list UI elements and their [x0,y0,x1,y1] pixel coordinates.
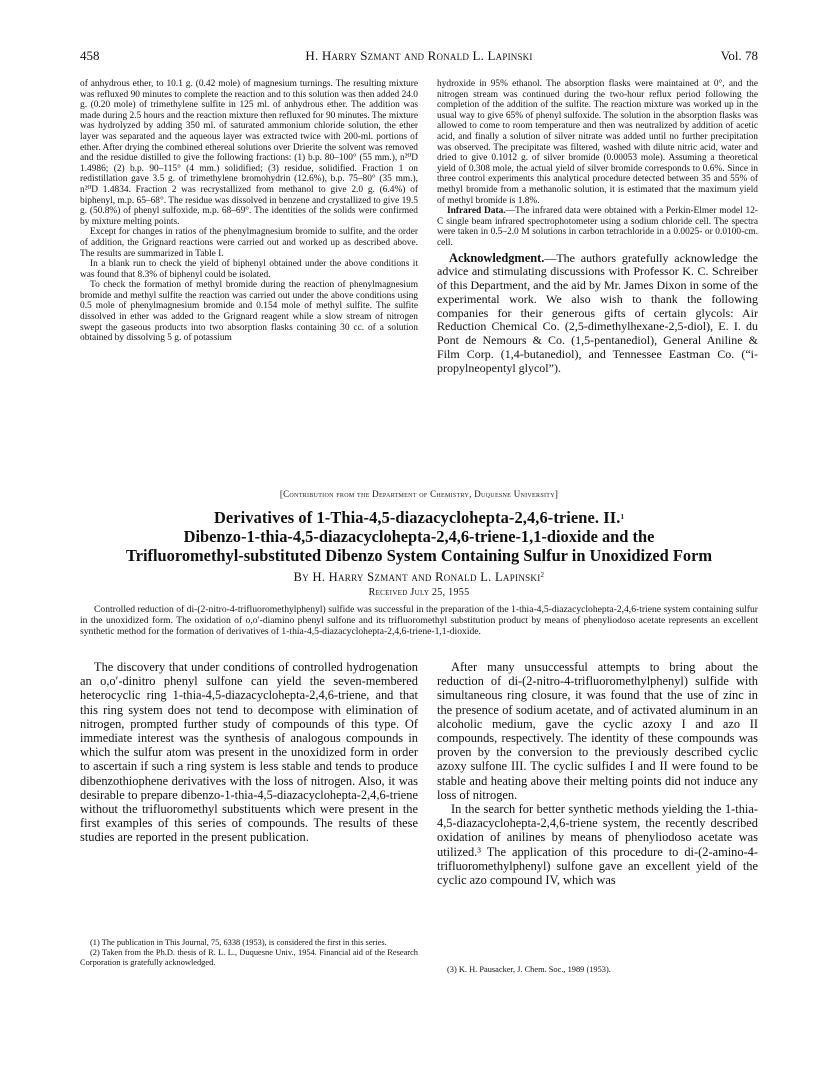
acknowledgment-heading: Acknowledgment. [449,250,545,265]
experimental-left-column [80,79,418,344]
byline [80,570,758,585]
paragraph: Except for changes in ratios of the phenylmagnesium bromide to sulfite, and the order of addition, the Grignard reactions were carried out and worked up as described above. The results are summarized in Table I. [80,227,418,259]
received-date: Received July 25, 1955 [368,587,470,598]
footnote: (2) Taken from the Ph.D. thesis of R. L. L., Duquesne Univ., 1954. Financial aid of the Research Corporation is gratefully acknowledged. [80,948,418,967]
contribution-line: [Contribution from the Department of Chemistry, Duquesne University] [279,489,559,499]
article-title-line-3: Trifluoromethyl-substituted Dibenzo System Containing Sulfur in Unoxidized Form [125,546,712,565]
footnote: (1) The publication in This Journal, 75, 6338 (1953), is considered the first in this series. [90,938,387,947]
title-text: Derivatives of 1-Thia-4,5-diazacyclohepta-2,4,6-triene. II. [213,508,621,527]
paragraph: hydroxide in 95% ethanol. The absorption flasks were maintained at 0°, and the nitrogen stream was continued during the two-hour reflux period following the completion of the addition of the sulfite. The reaction mixture was worked up in the usual way to give 65% of phenyl sulfoxide. The solution in the absorption flasks was allowed to come to room temperature and then was neutralized by addition of acetic acid, and finally a solution of silver nitrate was added until no further precipitation was observed. The precipitate was filtered, washed with dilute nitric acid, water and dried to give 0.1012 g. of silver bromide (0.00053 mole). Assuming a theoretical yield of 0.308 mole, the actual yield of silver bromide corresponds to 0.6%. Since in three control experiments this analytical procedure detected between 35 and 55% of methyl bromide from a methanolic solution, it is estimated that the maximum yield of methyl bromide is 1.8%. [437,79,758,206]
paragraph: The discovery that under conditions of controlled hydrogenation an o,o′-dinitro phenyl sulfone can yield the seven-membered heterocyclic ring 1-thia-4,5-diazacyclohepta-2,4,6-triene, and that this ring system does not tend to decompose with elimination of nitrogen, prompted further study of compounds of this type. Of immediate interest was the synthesis of analogous compounds in which the sulfur atom was present in the unoxidized form in order to ascertain if such a ring system is less stable and tends to produce dibenzothiophene derivatives with the loss of nitrogen. Also, it was desirable to prepare dibenzo-1-thia-4,5-diazacyclohepta-2,4,6-triene without the trifluoromethyl substituents which were present in the first examples of this series of compounds. The results of these studies are reported in the present publication. [80,660,418,845]
footnotes-left [80,938,418,968]
footnote: (3) K. H. Pausacker, J. Chem. Soc., 1989 (1953). [447,965,611,974]
paragraph: To check the formation of methyl bromide during the reaction of phenylmagnesium bromide and methyl sulfite the reaction was carried out under the above conditions using 0.5 mole of phenylmagnesium bromide and 0.154 mole of methyl sulfite. The sulfite dissolved in ether was added to the Grignard reagent while a slow stream of nitrogen swept the gaseous products into two absorption flasks containing 30 cc. of a solution obtained by dissolving 5 g. of potassium [80,280,418,344]
running-header [80,48,758,64]
acknowledgment-text: —The authors gratefully acknowledge the advice and stimulating discussions with Professor K. C. Schreiber of this Department, and the aid by Mr. James Dixon in some of the experimental work. We also wish to thank the following companies for their generous gifts of certain glycols: Air Reduction Chemical Co. (2,5-dimethylhexane-2,5-diol), E. I. du Pont de Nemours & Co. (1,5-pentanediol), General Aniline & Film Corp. (1,4-butanediol), and Tennessee Eastman Co. (“i-propylneopentyl glycol”). [437,250,758,375]
byline-text: By H. Harry Szmant and Ronald L. Lapinski [293,570,541,584]
acknowledgment [437,252,758,376]
experimental-right-column [437,79,758,376]
volume-label: Vol. 78 [720,48,758,63]
article-title-line-1 [80,508,758,528]
paragraph: In a blank run to check the yield of biphenyl obtained under the above conditions it was found that 8.3% of biphenyl could be isolated. [80,259,418,280]
running-header-authors: H. Harry Szmant and Ronald L. Lapinski [305,48,533,63]
infrared-paragraph [437,206,758,248]
abstract: Controlled reduction of di-(2-nitro-4-trifluoromethylphenyl) sulfide was successful in the preparation of the 1-thia-4,5-diazacyclohepta-2,4,6-triene system containing sulfur in the unoxidized form. The oxidation of o,o′-diamino phenyl sulfone and its trifluoromethyl substitution product by means of phenyliodoso acetate represents an excellent synthetic method for the formation of derivatives of 1-thia-4,5-diazacyclohepta-2,4,6-triene-1,1-dioxide. [80,604,758,637]
page-number: 458 [80,48,100,63]
paragraph: After many unsuccessful attempts to bring about the reduction of di-(2-nitro-4-trifluoromethylphenyl) sulfide with simultaneous ring closure, it was found that the use of zinc in the presence of sodium acetate, and of activated aluminum in an alcoholic medium, gave the cyclic azoxy I and azo II compounds, respectively. The identity of these compounds was proven by the conversion to the previously described cyclic azoxy sulfone III. The cyclic sulfides I and II were found to be stable and heating above their melting points did not induce any loss of nitrogen. [437,660,758,802]
infrared-heading: Infrared Data. [447,206,506,217]
article-title-line-2: Dibenzo-1-thia-4,5-diazacyclohepta-2,4,6-triene-1,1-dioxide and the [183,527,655,546]
body-right-column [437,660,758,887]
byline-footnote-mark: 2 [540,571,545,579]
footnotes-right [437,965,758,975]
body-left-column [80,660,418,845]
paragraph: of anhydrous ether, to 10.1 g. (0.42 mole) of magnesium turnings. The resulting mixture was refluxed 90 minutes to complete the reaction and to this solution was then added 24.0 g. (0.20 mole) of trimethylene sulfite in 125 ml. of anhydrous ether. The addition was made during 2.5 hours and the reaction mixture then refluxed for 90 minutes. The mixture was hydrolyzed by adding 350 ml. of saturated ammonium chloride solution, the ether layer was separated and the aqueous layer was extracted twice with 200-ml. portions of ether. After drying the combined ethereal solutions over Drierite the solvent was removed and the residue distilled to give the following fractions: (1) b.p. 80–100° (55 mm.), n²⁰D 1.4986; (2) b.p. 90–115° (4 mm.) solidified; (3) residue, solidified. Fraction 1 on redistillation gave 3.5 g. of trimethylene bromohydrin (12.6%), b.p. 75–80° (35 mm.), n²⁰D 1.4834. Fraction 2 was recrystallized from methanol to give 2.0 g. (6.4%) of biphenyl, m.p. 65–68°. The residue was dissolved in benzene and crystallized to give 19.5 g. (50.8%) of phenyl sulfoxide, m.p. 68–69°. The identities of the solids were confirmed by mixture melting points. [80,79,418,227]
infrared-text: —The infrared data were obtained with a Perkin-Elmer model 12-C single beam infrared spectrophotometer using a sodium chloride cell. The spectra were taken in 0.5–2.0 M solutions in carbon tetrachloride in a 0.0025- or 0.0100-cm. cell. [437,206,759,248]
paragraph: In the search for better synthetic methods yielding the 1-thia-4,5-diazacyclohepta-2,4,6-triene system, the recently described oxidation of anilines by means of phenyliodoso acetate was utilized.³ The application of this procedure to di-(2-amino-4-trifluoromethylphenyl) sulfone gave an excellent yield of the cyclic azo compound IV, which was [437,802,758,888]
title-footnote-mark: 1 [620,513,625,521]
